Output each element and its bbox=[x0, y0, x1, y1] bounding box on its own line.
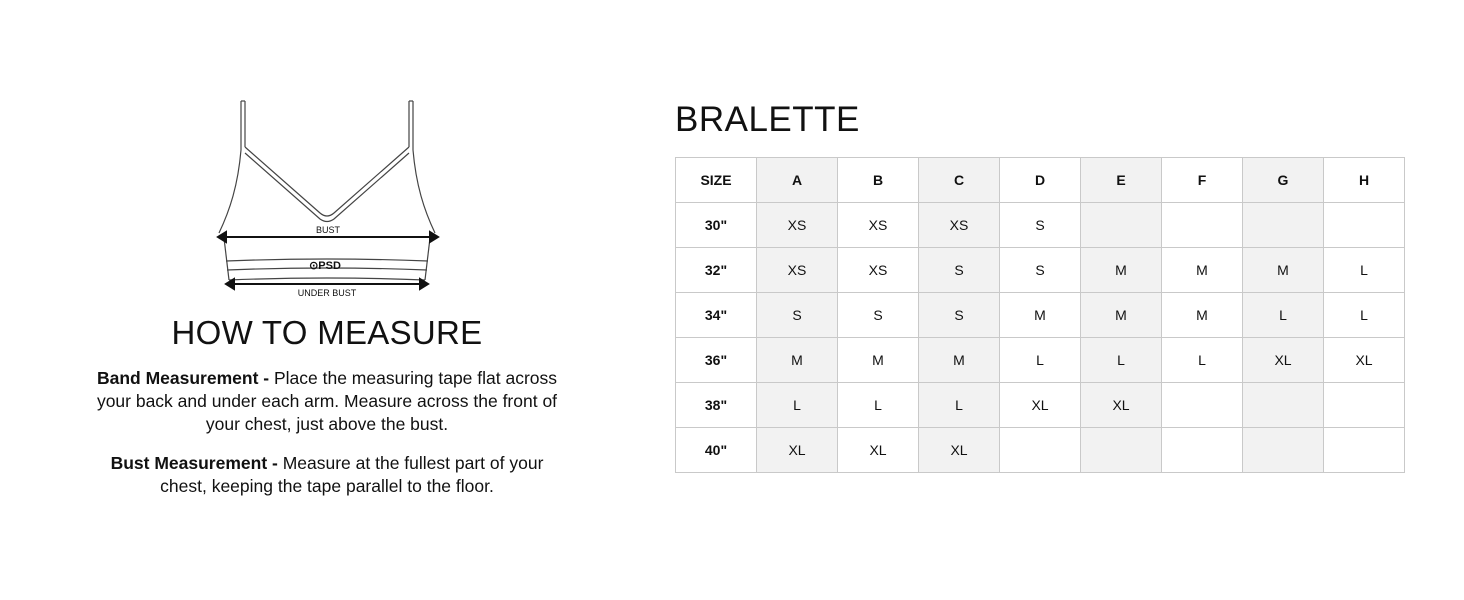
size-cell: XS bbox=[838, 248, 919, 293]
brand-logo: ⊙PSD bbox=[309, 260, 341, 272]
bust-measurement-label: Bust Measurement - bbox=[110, 453, 278, 473]
size-cell bbox=[1081, 428, 1162, 473]
how-to-measure-title: HOW TO MEASURE bbox=[171, 314, 483, 351]
size-cell: XL bbox=[1000, 383, 1081, 428]
size-cell bbox=[1324, 203, 1405, 248]
cup-column-header: H bbox=[1324, 158, 1405, 203]
size-chart-table bbox=[675, 157, 1405, 473]
under-bust-label: UNDER BUST bbox=[297, 288, 357, 298]
size-cell: L bbox=[1324, 293, 1405, 338]
size-cell: L bbox=[1324, 248, 1405, 293]
bust-label: BUST bbox=[315, 225, 341, 235]
size-cell: XL bbox=[919, 428, 1000, 473]
size-cell: XS bbox=[757, 248, 838, 293]
cup-column-header: F bbox=[1162, 158, 1243, 203]
table-row bbox=[676, 248, 1405, 293]
band-size-cell: 40" bbox=[676, 428, 757, 473]
band-measurement-text bbox=[90, 367, 564, 436]
size-cell: M bbox=[1000, 293, 1081, 338]
table-row bbox=[676, 383, 1405, 428]
table-header-row bbox=[676, 158, 1405, 203]
size-cell bbox=[1324, 428, 1405, 473]
cup-column-header: D bbox=[1000, 158, 1081, 203]
size-cell: M bbox=[1081, 293, 1162, 338]
size-cell: M bbox=[757, 338, 838, 383]
band-size-cell: 34" bbox=[676, 293, 757, 338]
bralette-diagram bbox=[210, 95, 450, 305]
size-cell: XL bbox=[1081, 383, 1162, 428]
size-cell: XL bbox=[1324, 338, 1405, 383]
size-cell bbox=[1324, 383, 1405, 428]
band-measurement-label: Band Measurement - bbox=[96, 368, 270, 388]
size-cell: L bbox=[838, 383, 919, 428]
cup-column-header: A bbox=[757, 158, 838, 203]
band-size-cell: 36" bbox=[676, 338, 757, 383]
size-cell: L bbox=[1243, 293, 1324, 338]
band-measurement-body: Place the measuring tape flat across your back and under each arm. Measure across the front of your chest, just above the bust. bbox=[96, 368, 558, 434]
size-cell: M bbox=[1162, 248, 1243, 293]
size-cell bbox=[1000, 428, 1081, 473]
size-cell: S bbox=[1000, 248, 1081, 293]
size-cell bbox=[1243, 428, 1324, 473]
band-size-cell: 32" bbox=[676, 248, 757, 293]
size-cell bbox=[1243, 203, 1324, 248]
size-cell bbox=[1162, 428, 1243, 473]
size-corner-header: SIZE bbox=[676, 158, 757, 203]
size-cell: S bbox=[1000, 203, 1081, 248]
cup-column-header: B bbox=[838, 158, 919, 203]
size-cell bbox=[1162, 383, 1243, 428]
size-cell: L bbox=[757, 383, 838, 428]
size-cell: M bbox=[919, 338, 1000, 383]
band-size-cell: 38" bbox=[676, 383, 757, 428]
size-cell: S bbox=[838, 293, 919, 338]
size-cell bbox=[1243, 383, 1324, 428]
bust-measurement-body: Measure at the fullest part of your chest, keeping the tape parallel to the floor. bbox=[160, 453, 544, 496]
cup-column-header: C bbox=[919, 158, 1000, 203]
size-chart-title: BRALETTE bbox=[675, 100, 860, 139]
size-cell: S bbox=[919, 248, 1000, 293]
size-cell: L bbox=[1081, 338, 1162, 383]
size-cell: M bbox=[1162, 293, 1243, 338]
size-cell: M bbox=[1081, 248, 1162, 293]
table-row bbox=[676, 338, 1405, 383]
table-row bbox=[676, 203, 1405, 248]
table-row bbox=[676, 428, 1405, 473]
size-cell: L bbox=[1162, 338, 1243, 383]
size-cell: XS bbox=[757, 203, 838, 248]
size-cell: XS bbox=[919, 203, 1000, 248]
size-cell: XL bbox=[1243, 338, 1324, 383]
size-cell: M bbox=[1243, 248, 1324, 293]
bust-measurement-text bbox=[90, 452, 564, 498]
table-row bbox=[676, 293, 1405, 338]
cup-column-header: G bbox=[1243, 158, 1324, 203]
size-cell: M bbox=[838, 338, 919, 383]
table-body bbox=[676, 203, 1405, 473]
size-cell: XL bbox=[838, 428, 919, 473]
size-cell: L bbox=[919, 383, 1000, 428]
cup-column-header: E bbox=[1081, 158, 1162, 203]
size-cell: S bbox=[757, 293, 838, 338]
bralette-illustration bbox=[210, 95, 450, 305]
size-cell: XS bbox=[838, 203, 919, 248]
size-cell: S bbox=[919, 293, 1000, 338]
size-cell: XL bbox=[757, 428, 838, 473]
band-size-cell: 30" bbox=[676, 203, 757, 248]
size-cell bbox=[1162, 203, 1243, 248]
size-cell: L bbox=[1000, 338, 1081, 383]
size-cell bbox=[1081, 203, 1162, 248]
